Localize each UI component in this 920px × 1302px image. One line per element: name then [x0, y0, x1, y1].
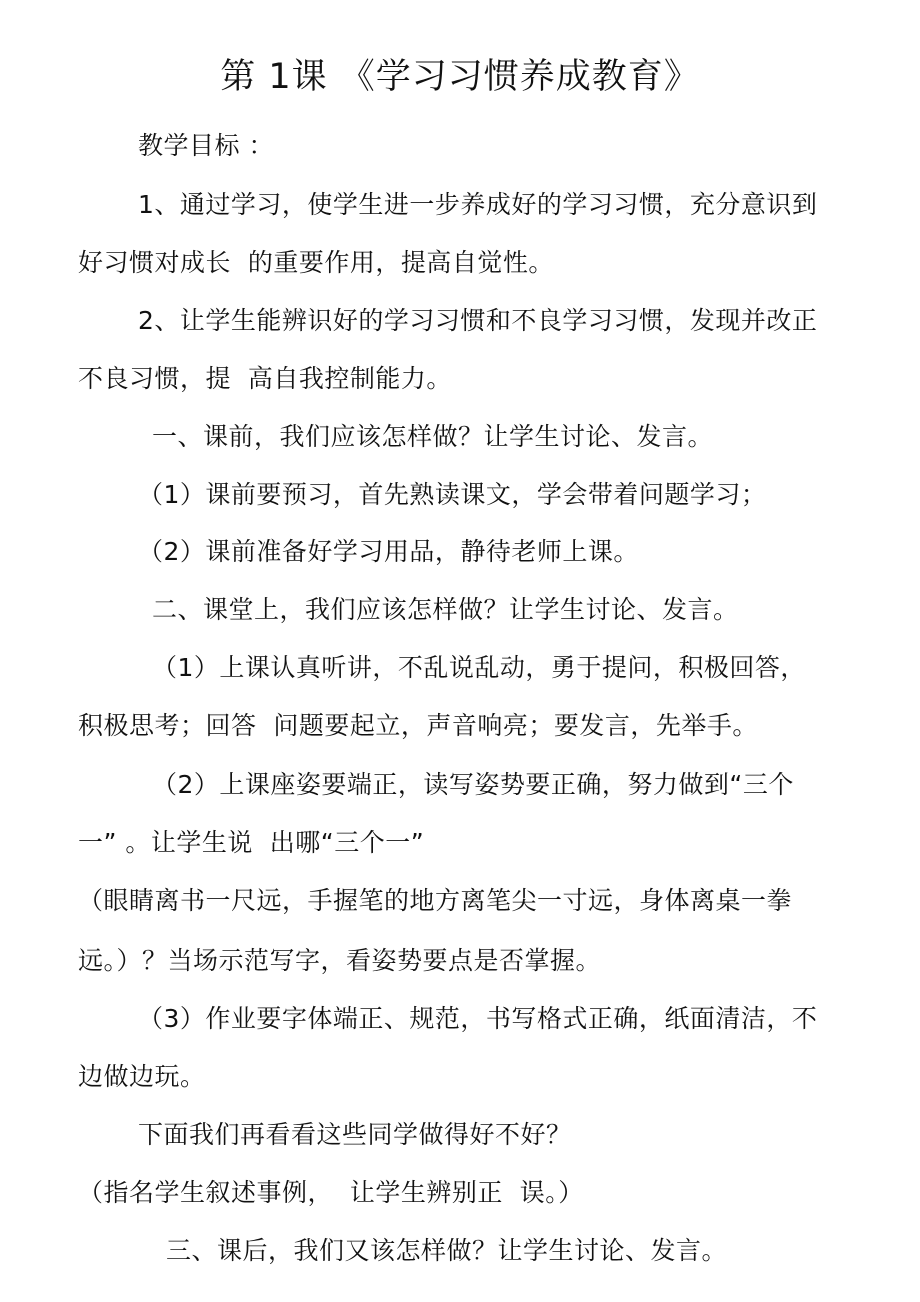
paragraph-line: 积极思考；回答 问题要起立，声音响亮；要发言，先举手。: [78, 711, 758, 740]
paragraph-line: 2、让学生能辨识好的学习习惯和不良学习习惯，发现并改正: [138, 306, 818, 335]
list-item: （1）课前要预习，首先熟读课文，学会带着问题学习；: [138, 480, 767, 509]
paragraph-line: 远。）？当场示范写字，看姿势要点是否掌握。: [78, 946, 602, 975]
paragraph-line: 边做边玩。: [78, 1062, 206, 1091]
document-title: 第 1课 《学习习惯养成教育》: [220, 57, 700, 97]
list-item: （1）上课认真听讲，不乱说乱动，勇于提问，积极回答，: [152, 653, 806, 682]
section-heading: 三、课后，我们又该怎样做？让学生讨论、发言。: [166, 1236, 728, 1265]
paragraph-line: 1、通过学习，使学生进一步养成好的学习习惯，充分意识到: [138, 190, 818, 219]
paragraph-line: （眼睛离书一尺远，手握笔的地方离笔尖一寸远，身体离桌一拳: [78, 886, 793, 915]
list-item: （2）上课座姿要端正，读写姿势要正确，努力做到“三个: [152, 770, 794, 799]
paragraph-line: 一” 。让学生说 出哪“三个一”: [78, 828, 425, 857]
paragraph-line: （指名学生叙述事例， 让学生辨别正 误。）: [78, 1178, 584, 1207]
section-heading: 二、课堂上，我们应该怎样做？让学生讨论、发言。: [152, 595, 739, 624]
objectives-heading: 教学目标 ：: [138, 131, 274, 160]
paragraph-line: 好习惯对成长 的重要作用，提高自觉性。: [78, 248, 554, 277]
paragraph-line: 下面我们再看看这些同学做得好不好？: [138, 1120, 572, 1149]
paragraph-line: 不良习惯，提 高自我控制能力。: [78, 364, 452, 393]
list-item: （3）作业要字体端正、规范，书写格式正确，纸面清洁，不: [138, 1004, 818, 1033]
list-item: （2）课前准备好学习用品，静待老师上课。: [138, 537, 639, 566]
section-heading: 一、课前，我们应该怎样做？让学生讨论、发言。: [152, 422, 714, 451]
